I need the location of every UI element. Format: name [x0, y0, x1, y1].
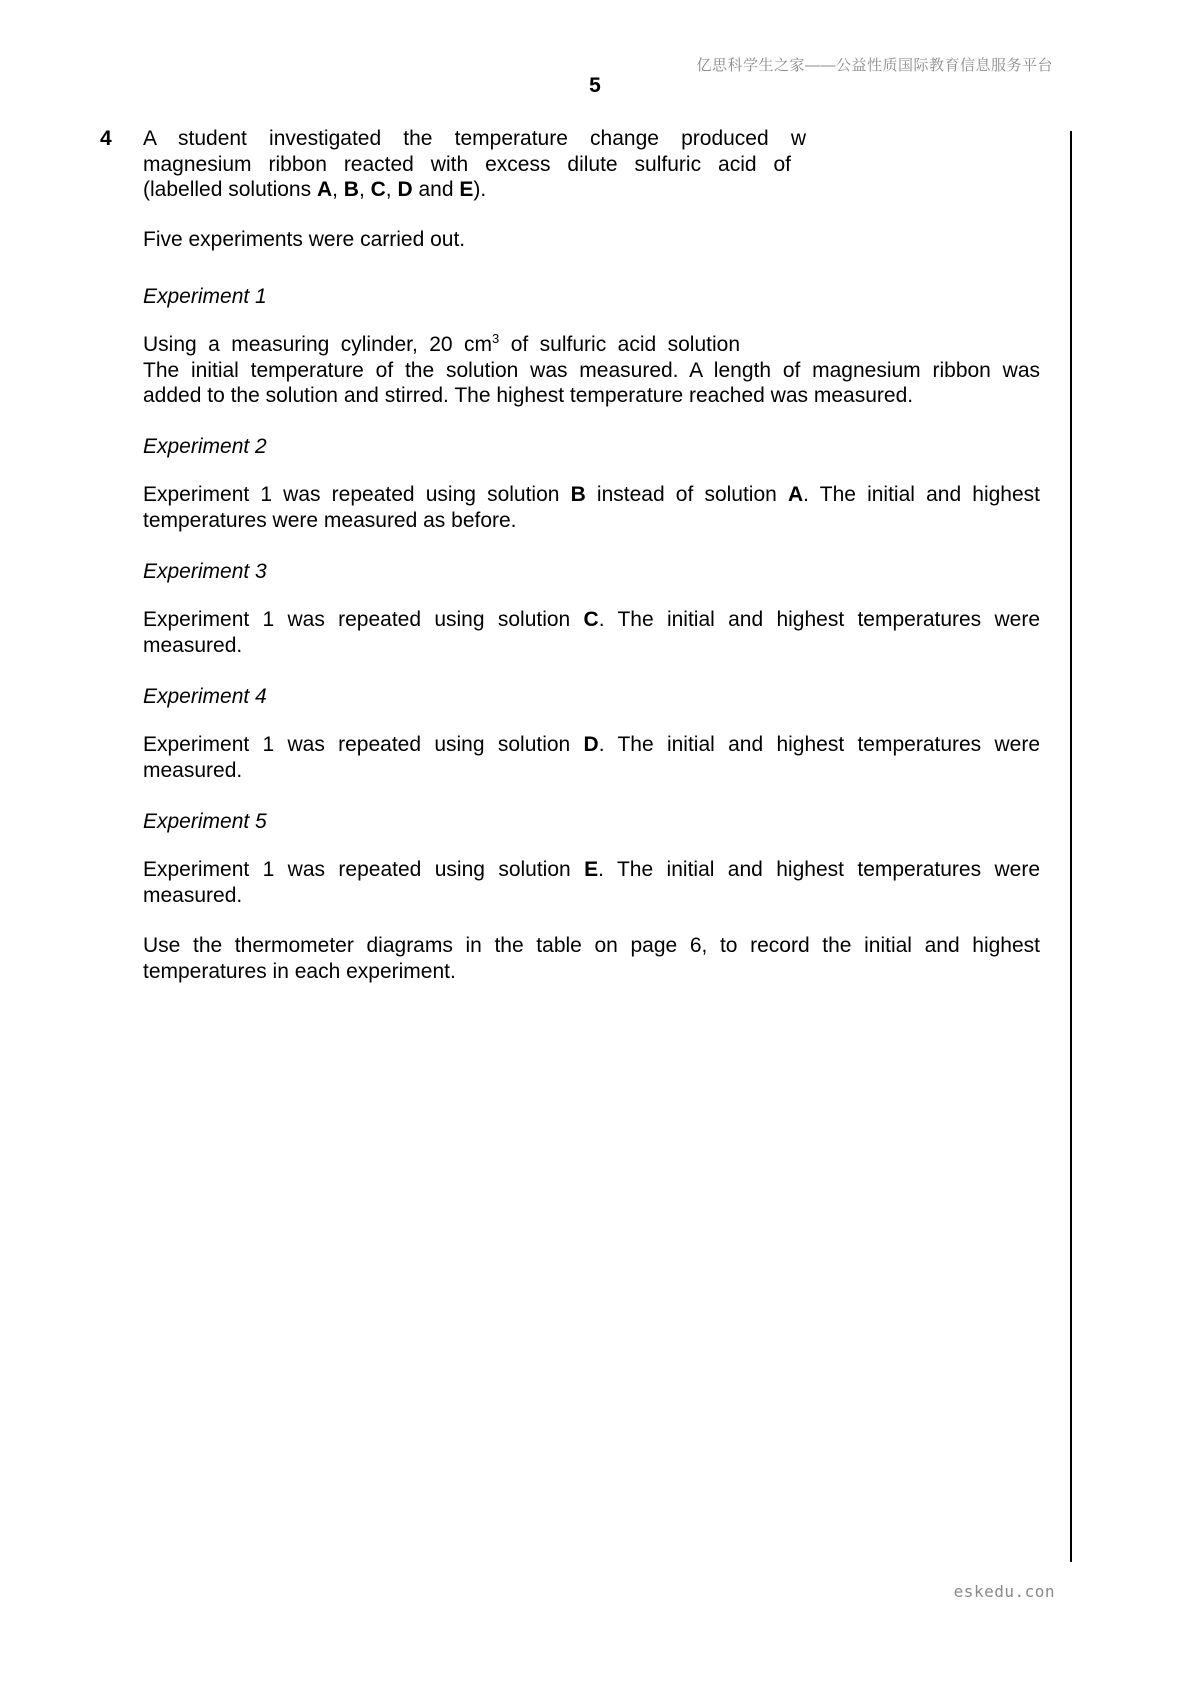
intro-paragraph: [143, 126, 806, 203]
experiment-1-line-2: The initial temperature of the solution was measured. A length of magnesium ribbon was: [143, 358, 1040, 382]
footer-watermark: eskedu.con: [953, 1582, 1055, 1601]
experiment-2-heading: Experiment 2: [143, 435, 267, 458]
experiment-1-line-1: Using a measuring cylinder, 20 $cm^3$ of sulfuric acid solution: [143, 331, 741, 356]
experiment-4-heading: Experiment 4: [143, 685, 267, 708]
solution-b-label: B: [343, 178, 359, 201]
page-number: 5: [589, 74, 601, 97]
experiment-1-heading: Experiment 1: [143, 285, 267, 308]
solution-c-label: C: [370, 178, 386, 201]
intro-line-2: magnesium ribbon reacted with excess dilute sulfuric acid of: [143, 152, 791, 176]
instruction-text: Use the thermometer diagrams in the table on page 6, to record the initial and highest temperatures in each experiment.: [143, 934, 1040, 983]
experiment-2-replaced-solution: A: [787, 483, 804, 506]
question-number: 4: [100, 127, 112, 150]
header-watermark: 亿思科学生之家——公益性质国际教育信息服务平台: [696, 57, 1053, 74]
solution-d-label: D: [397, 178, 413, 201]
experiment-5-heading: Experiment 5: [143, 810, 267, 833]
experiment-1-line-3: added to the solution and stirred. The highest temperature reached was measured.: [143, 384, 914, 407]
experiment-5-solution: E: [584, 858, 599, 881]
experiment-5-body: Experiment 1 was repeated using solution E. The initial and highest temperatures were measured.: [143, 858, 1040, 907]
solution-e-label: E: [459, 178, 474, 201]
experiment-3-body: Experiment 1 was repeated using solution C. The initial and highest temperatures were measured.: [143, 608, 1040, 657]
experiment-4-solution: D: [583, 733, 599, 756]
experiment-4-body: Experiment 1 was repeated using solution D. The initial and highest temperatures were measured.: [143, 733, 1040, 782]
intro-line-1: A student investigated the temperature change produced w: [143, 127, 806, 150]
experiment-3-solution: C: [583, 608, 599, 631]
margin-rule: [1070, 131, 1072, 1562]
intro-line-3: (labelled solutions A, B, C, D and E).: [143, 178, 487, 201]
five-experiments-text: Five experiments were carried out.: [143, 228, 466, 251]
experiment-1-body: [143, 332, 1040, 409]
experiment-2-body: Experiment 1 was repeated using solution B instead of solution A. The initial and highest temperatures were measured as before.: [143, 483, 1040, 532]
solution-a-label: A: [316, 178, 333, 201]
experiment-3-heading: Experiment 3: [143, 560, 267, 583]
experiment-2-solution: B: [570, 483, 586, 506]
